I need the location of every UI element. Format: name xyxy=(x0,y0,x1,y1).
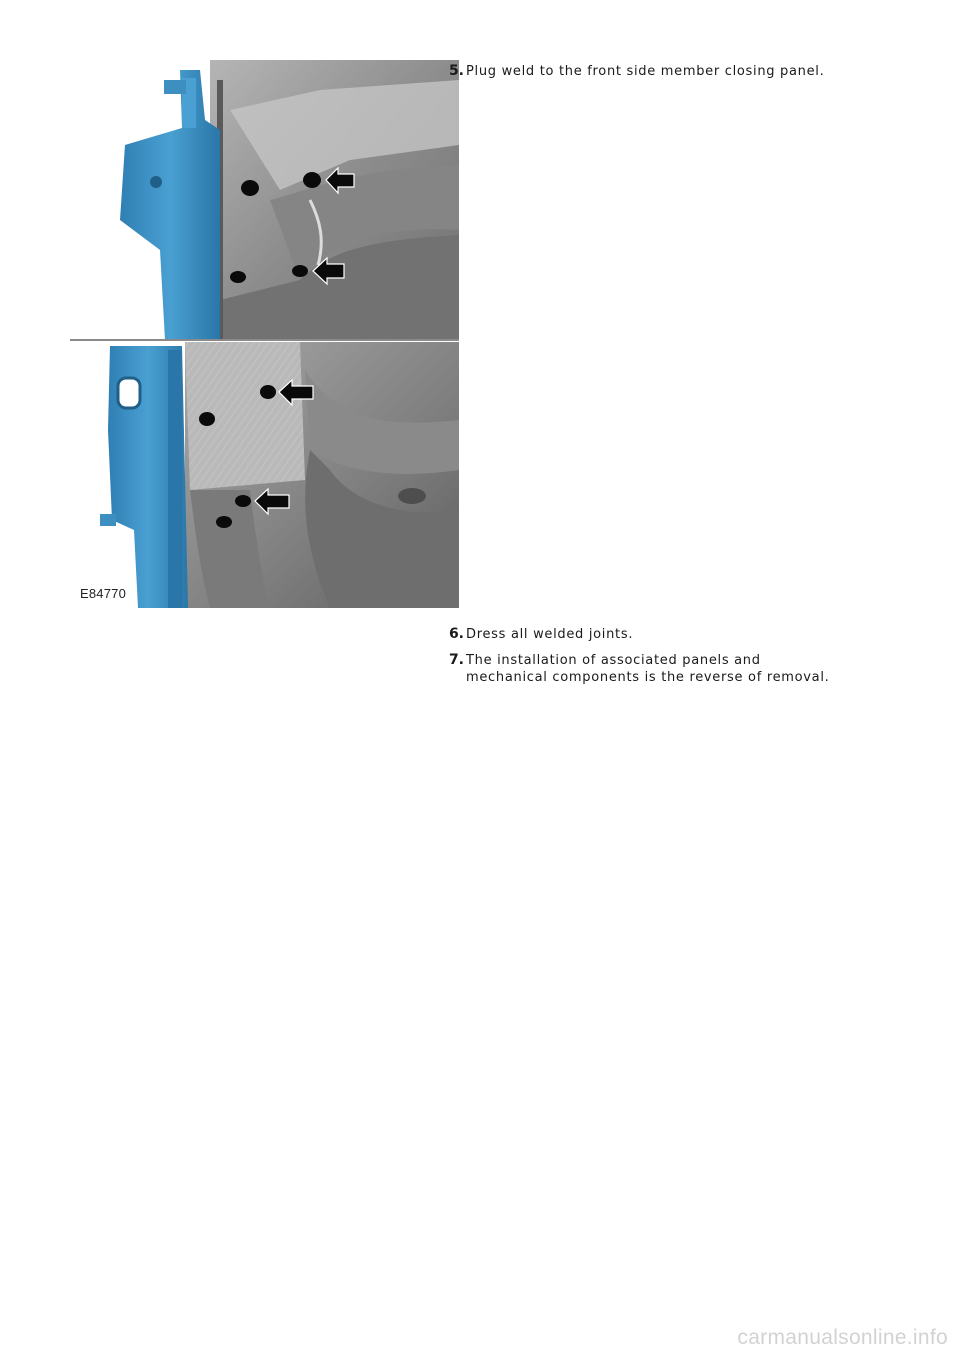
bottom-view xyxy=(70,342,459,608)
weld-spot-marker xyxy=(199,412,215,426)
weld-spot-marker xyxy=(230,271,246,283)
watermark: carmanualsonline.info xyxy=(737,1326,948,1349)
weld-spot-marker xyxy=(216,516,232,528)
step-text: The installation of associated panels and mechanical components is the reverse of removal. xyxy=(466,653,830,685)
weld-spot-marker xyxy=(303,172,321,188)
step-number: 6. xyxy=(448,626,464,642)
procedure-step xyxy=(448,652,836,686)
step-number: 5. xyxy=(448,63,464,79)
step-text: Dress all welded joints. xyxy=(466,627,634,642)
weld-location-diagram xyxy=(70,50,459,608)
step-number: 7. xyxy=(448,652,464,668)
top-view xyxy=(70,60,459,340)
weld-spot-marker xyxy=(260,385,276,399)
procedure-step xyxy=(448,626,846,643)
weld-spot-marker xyxy=(241,180,259,196)
figure-code: E84770 xyxy=(80,586,127,601)
weld-spot-marker xyxy=(235,495,251,507)
weld-spot-marker xyxy=(292,265,308,277)
procedure-illustration xyxy=(70,50,459,608)
procedure-step xyxy=(448,63,846,80)
step-text: Plug weld to the front side member closing panel. xyxy=(466,64,825,79)
